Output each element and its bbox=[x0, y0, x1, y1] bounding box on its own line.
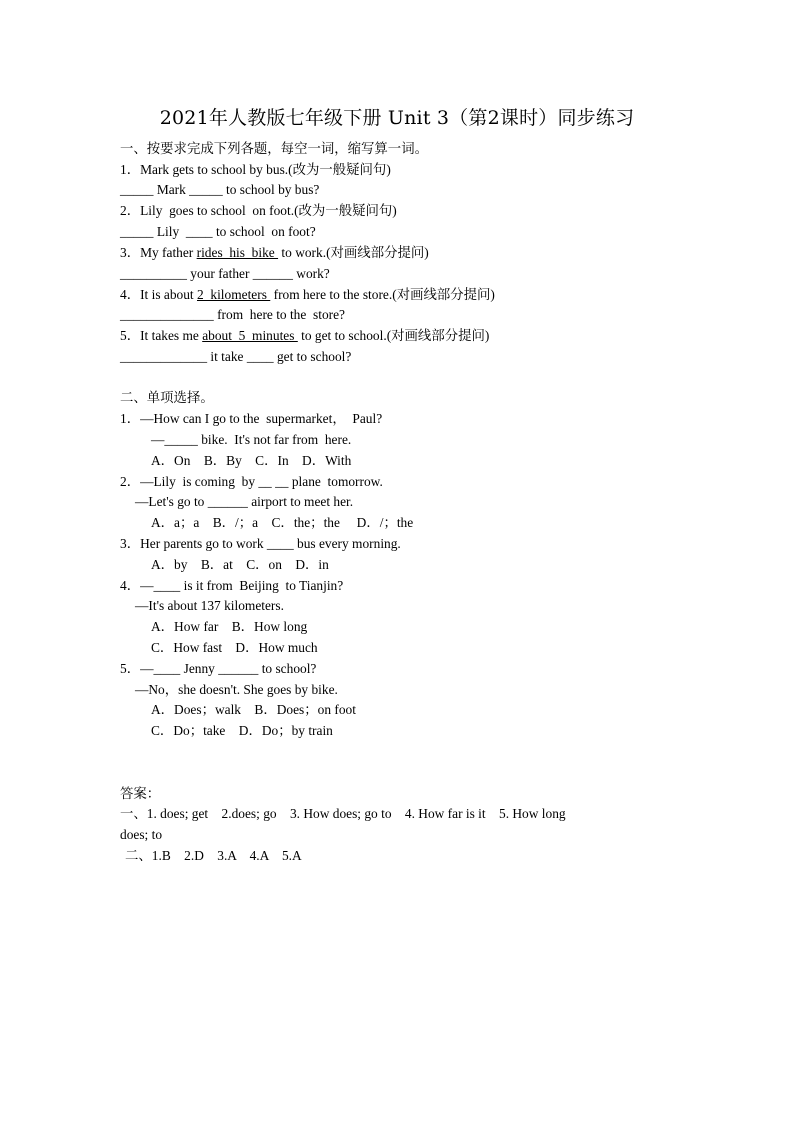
part1-question-5 bbox=[120, 327, 489, 345]
part2-question-3-options: A．by B．at C．on D．in bbox=[151, 557, 329, 572]
part2-question-4-reply: —It's about 137 kilometers. bbox=[135, 598, 284, 613]
part1-question-3 bbox=[120, 244, 429, 262]
part2-question-4-stem: 4．—____ is it from Beijing to Tianjin? bbox=[120, 578, 344, 593]
part2-question-4-options-1: A．How far B．How long bbox=[151, 619, 308, 634]
part1-question-1 bbox=[120, 161, 391, 179]
part2-question-5-options-1: A．Does；walk B．Does；on foot bbox=[151, 702, 356, 717]
answers-heading: 答案： bbox=[120, 786, 161, 801]
q-number: 4． bbox=[120, 287, 141, 302]
part1-answer-line-5: _____________ it take ____ get to school? bbox=[120, 349, 352, 364]
q-note: (改为一般疑问句) bbox=[294, 203, 397, 218]
part2-heading: 二、单项选择。 bbox=[120, 390, 214, 405]
part1-answer-line-3: __________ your father ______ work? bbox=[120, 266, 330, 281]
underlined-phrase: about 5 minutes bbox=[202, 328, 298, 343]
q-text-tail: to work. bbox=[278, 245, 327, 260]
q-text: It takes me bbox=[140, 328, 203, 343]
part1-answer-line-1: _____ Mark _____ to school by bus? bbox=[120, 182, 320, 197]
part2-question-2-options: A．a；a B．/；a C．the；the D．/；the bbox=[151, 515, 414, 530]
q-number: 2． bbox=[120, 203, 141, 218]
page-title: 2021年人教版七年级下册 Unit 3（第2课时）同步练习 bbox=[159, 107, 635, 129]
part1-heading: 一、按要求完成下列各题，每空一词，缩写算一词。 bbox=[120, 141, 428, 156]
part2-question-1-reply: —_____ bike. It's not far from here. bbox=[151, 432, 352, 447]
part2-question-5-reply: —No，she doesn't. She goes by bike. bbox=[135, 682, 338, 697]
part2-question-2-reply: —Let's go to ______ airport to meet her. bbox=[135, 494, 354, 509]
underlined-phrase: 2 kilometers bbox=[197, 287, 271, 302]
q-text: Lily goes to school on foot. bbox=[140, 203, 295, 218]
answers-line-1: 一、1. does; get 2.does; go 3. How does; go to 4. How far is it 5. How long bbox=[120, 806, 566, 821]
part2-question-1-options: A．On B．By C．In D．With bbox=[151, 453, 352, 468]
q-text: It is about bbox=[140, 287, 197, 302]
q-note: (对画线部分提问) bbox=[386, 328, 490, 343]
answers-line-2: does; to bbox=[120, 827, 163, 842]
q-number: 5． bbox=[120, 328, 141, 343]
part2-question-4-options-2: C．How fast D．How much bbox=[151, 640, 318, 655]
part2-question-5-options-2: C．Do；take D．Do；by train bbox=[151, 723, 333, 738]
part1-question-2 bbox=[120, 202, 397, 220]
q-note: (对画线部分提问) bbox=[392, 287, 495, 302]
part1-question-4 bbox=[120, 286, 495, 304]
q-text: My father bbox=[140, 245, 197, 260]
q-number: 3． bbox=[120, 245, 141, 260]
q-number: 1． bbox=[120, 162, 141, 177]
q-text-tail: from here to the store. bbox=[270, 287, 393, 302]
underlined-phrase: rides his bike bbox=[196, 245, 279, 260]
q-text-tail: to get to school. bbox=[297, 328, 387, 343]
part1-answer-line-2: _____ Lily ____ to school on foot? bbox=[120, 224, 316, 239]
part2-question-3-stem: 3．Her parents go to work ____ bus every morning. bbox=[120, 536, 401, 551]
part1-answer-line-4: ______________ from here to the store? bbox=[120, 307, 345, 322]
part2-question-2-stem: 2．—Lily is coming by __ __ plane tomorrow. bbox=[120, 474, 383, 489]
q-note: (对画线部分提问) bbox=[326, 245, 429, 260]
q-note: (改为一般疑问句) bbox=[288, 162, 391, 177]
answers-line-3: 二、1.B 2.D 3.A 4.A 5.A bbox=[125, 848, 302, 863]
part2-question-5-stem: 5．—____ Jenny ______ to school? bbox=[120, 661, 317, 676]
part2-question-1-stem: 1．—How can I go to the supermarket， Paul? bbox=[120, 411, 383, 426]
q-text: Mark gets to school by bus. bbox=[140, 162, 289, 177]
